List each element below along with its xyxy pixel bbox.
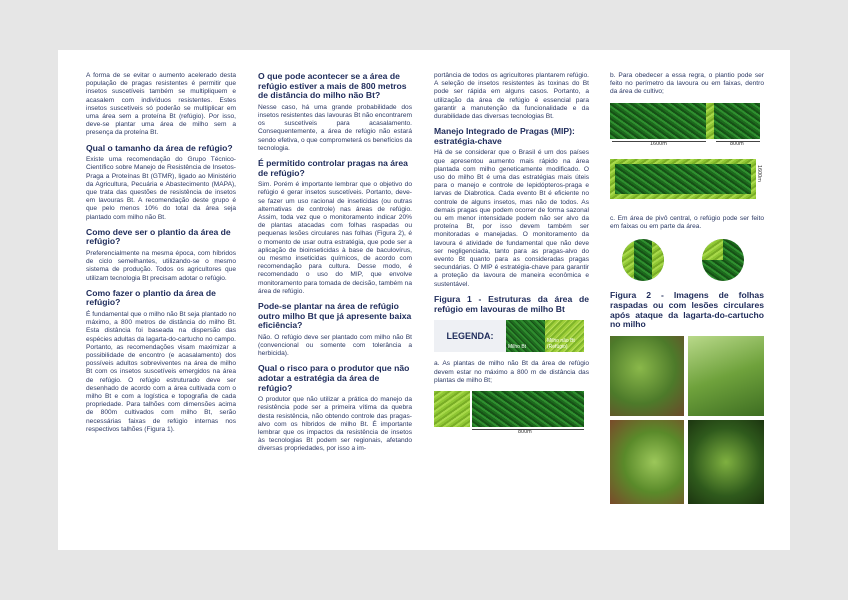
legend-label: LEGENDA:: [446, 331, 494, 342]
paragraph-mip: Há de se considerar que o Brasil é um dos países que apresentou aumento mais rápido na área plantada com milho geneticamente modificado. O uso do milho Bt é uma das estratégias mais úteis para o manejo e controle de lepidópteros-praga e larvas de Diabrotica. Cada evento Bt é eficiente no controle de alguns insetos, mas não de todos. As demais pragas que podem ocorrer de forma sazonal ou em menor intensidade podem não ser alvo da proteína Bt, por isso devem também ser monitoradas e manejadas. O monitoramento da lavoura é atividade de fundamental que não deve ser negligenciada, tanto para as pragas-alvo do evento Bt quanto para as consideradas pragas secundárias. O MIP é estratégia-chave para garantir a proteção da lavoura de maneira econômica e sustentável.: [434, 149, 589, 288]
heading-distance: O que pode acontecer se a área de refúgio estiver a mais de 800 metros de distância do milho não Bt?: [258, 71, 407, 101]
heading-planting-make: Como fazer o plantio da área de refúgio?: [86, 287, 216, 308]
column-4: [610, 72, 764, 506]
perimeter-bt-core: [615, 164, 751, 194]
refugio-strip: [706, 103, 714, 139]
pivot-quadrant: [702, 239, 723, 260]
dimension-label-1600: 1600m: [650, 140, 667, 147]
bt-field-strip: [610, 103, 706, 139]
photo-leaf-damage-2: [688, 336, 764, 416]
bt-field: [472, 391, 584, 427]
figure-legend: [434, 320, 584, 352]
heading-risk: Qual o risco para o produtor que não adotar a estratégia da área de refúgio?: [258, 363, 410, 393]
heading-mip: Manejo Integrado de Pragas (MIP): estratégia-chave: [434, 126, 575, 146]
paragraph-distance: Nesse caso, há uma grande probabilidade dos insetos resistentes das lavouras Bt não encontrarem os suscetíveis para acasalamento. Consequentemente, a área de refúgio não estará sendo efetiva, o que comprometerá os benefícios da tecnologia.: [258, 103, 412, 152]
paragraph-planting-how: Preferencialmente na mesma época, com híbridos de ciclo semelhantes, utilizando-se o mesmo sistema de produção. Todos os agricultores que utilizam tecnologia Bt precisam adotar o refúgio.: [86, 250, 236, 282]
figure-1-caption: Figura 1 - Estruturas da área de refúgio em lavouras de milho Bt: [434, 293, 589, 314]
paragraph-risk: O produtor que não utilizar a prática do manejo da resistência pode ser a primeira vítima da quebra desta resistência, não obtendo controle das pragas-alvo com os híbridos de milho Bt. É importante lembrar que os impactos da resistência de insetos às tecnologias Bt podem ser regionais, afetando diversas propriedades, por isso a im-: [258, 396, 412, 453]
legend-refugio-label: Milho não Bt (Refúgio): [547, 338, 575, 351]
legend-bt-label: Milho Bt: [508, 344, 527, 351]
paragraph-other-bt: Não. O refúgio deve ser plantado com milho não Bt (convencional ou somente com tolerância a herbicida).: [258, 333, 412, 358]
paragraph-importance: portância de todos os agricultores plantarem refúgio. A seleção de insetos resistentes às toxinas do Bt pode ser rápida em alguns casos. Portanto, a utilização da área de refúgio é essencial para garantir a manutenção da funcionalidade e da durabilidade das diversas tecnologias Bt.: [434, 72, 589, 121]
legend-swatch-refugio: [545, 320, 584, 352]
pivot-circle-1: [622, 239, 664, 281]
bt-field-strip-2: [714, 103, 760, 139]
column-1: [86, 72, 236, 440]
paragraph-planting-make: É fundamental que o milho não Bt seja plantado no máximo, a 800 metros de distância do milho Bt. Esta distância foi baseada na dispersão das espécies adultas da lagarta-do-cartucho no campo. Portanto, as recomendações visam maximizar a possibilidade de encontro (e acasalamento) dos possíveis adultos sobreviventes na área de milho Bt com os insetos suscetíveis emergidos na área de refúgio. O refúgio estruturado deve ser desenhado de acordo com a área cultivada com o milho Bt e com a logística e topografia de cada propriedade. Para talhões com dimensões acima de 800m cultivados com milho Bt, serão necessárias faixas de refúgio internas nos respectivos talhões (Figura 1).: [86, 311, 236, 433]
figure-2-caption: Figura 2 - Imagens de folhas raspadas ou com lesões circulares após ataque da lagarta-do-cartucho no milho: [610, 290, 764, 330]
figure-1a-diagram: [434, 391, 584, 435]
heading-other-bt: Pode-se plantar na área de refúgio outro milho Bt que já apresente baixa eficiência?: [258, 301, 412, 331]
paragraph-control-pests: Sim. Porém é importante lembrar que o objetivo do refúgio é gerar insetos suscetíveis. Portanto, deve-se fazer um uso racional de inseticidas (ou outras alternativas de controle) nas áreas de refúgio. Assim, toda vez que o monitoramento indicar 20% de plantas atacadas com folhas raspadas ou pequenas lesões circulares nas folhas (Figura 2), é o momento de usar outra estratégia, que pode ser a aplicação de bioinseticidas à base de baculovírus, ou mesmo inseticidas químicos, de acordo com recomendação para cultura. Desse modo, é recomendado o uso do MIP, que envolve monitoramento para tomada de decisão, também na área de refúgio.: [258, 181, 412, 295]
pivot-circle-2: [702, 239, 744, 281]
refugio-field: [434, 391, 470, 427]
column-3: [434, 72, 589, 435]
dimension-label-1600-vertical: 1600m: [756, 164, 762, 182]
heading-planting-how: Como deve ser o plantio da área de refúgio?: [86, 226, 231, 247]
pivot-strip-1: [622, 239, 634, 281]
brochure-page: [58, 50, 790, 550]
heading-refugio-size: Qual o tamanho da área de refúgio?: [86, 142, 233, 153]
heading-control-pests: É permitido controlar pragas na área de refúgio?: [258, 158, 408, 178]
figure-1c-diagram: [610, 237, 764, 285]
figure-2-photos: [610, 336, 764, 506]
legend-swatch-bt: [506, 320, 545, 352]
dimension-label-800: 800m: [518, 429, 532, 436]
column-2: [258, 72, 412, 460]
figure-1a-text: a. As plantas de milho não Bt da área de refúgio devem estar no máximo a 800 m de distância das plantas de milho Bt;: [434, 360, 589, 384]
photo-leaf-damage-4: [688, 420, 764, 504]
figure-1b-text: b. Para obedecer a essa regra, o plantio pode ser feito no perímetro da lavoura ou em faixas, dentro da área de cultivo;: [610, 72, 764, 96]
intro-paragraph: A forma de se evitar o aumento acelerado desta população de pragas resistentes é permitir que insetos suscetíveis também se multipliquem e acasalem com indivíduos resistentes. Estes insetos suscetíveis só poderão se multiplicar em uma área sem a proteína Bt (refúgio). Por isso, deve-se plantar uma área de milho sem a presença da proteína Bt.: [86, 72, 236, 137]
pivot-strip-2: [652, 239, 664, 281]
dimension-label-800b: 800m: [730, 140, 744, 147]
photo-leaf-damage-1: [610, 336, 684, 416]
figure-1c-text: c. Em área de pivô central, o refúgio pode ser feito em faixas ou em parte da área.: [610, 214, 764, 230]
figure-1b-diagram: [610, 103, 764, 215]
photo-leaf-damage-3: [610, 420, 684, 504]
paragraph-refugio-size: Existe uma recomendação do Grupo Técnico-Científico sobre Manejo de Resistência de Insetos-Praga a Proteínas Bt (GTMR), ligado ao Ministério da Agricultura, Pecuária e Abastecimento (MAPA), que trata das questões de resistência de insetos em lavouras Bt. A recomendação deste grupo é que pelo menos 10% do total da área seja plantado com milho não Bt.: [86, 156, 236, 221]
